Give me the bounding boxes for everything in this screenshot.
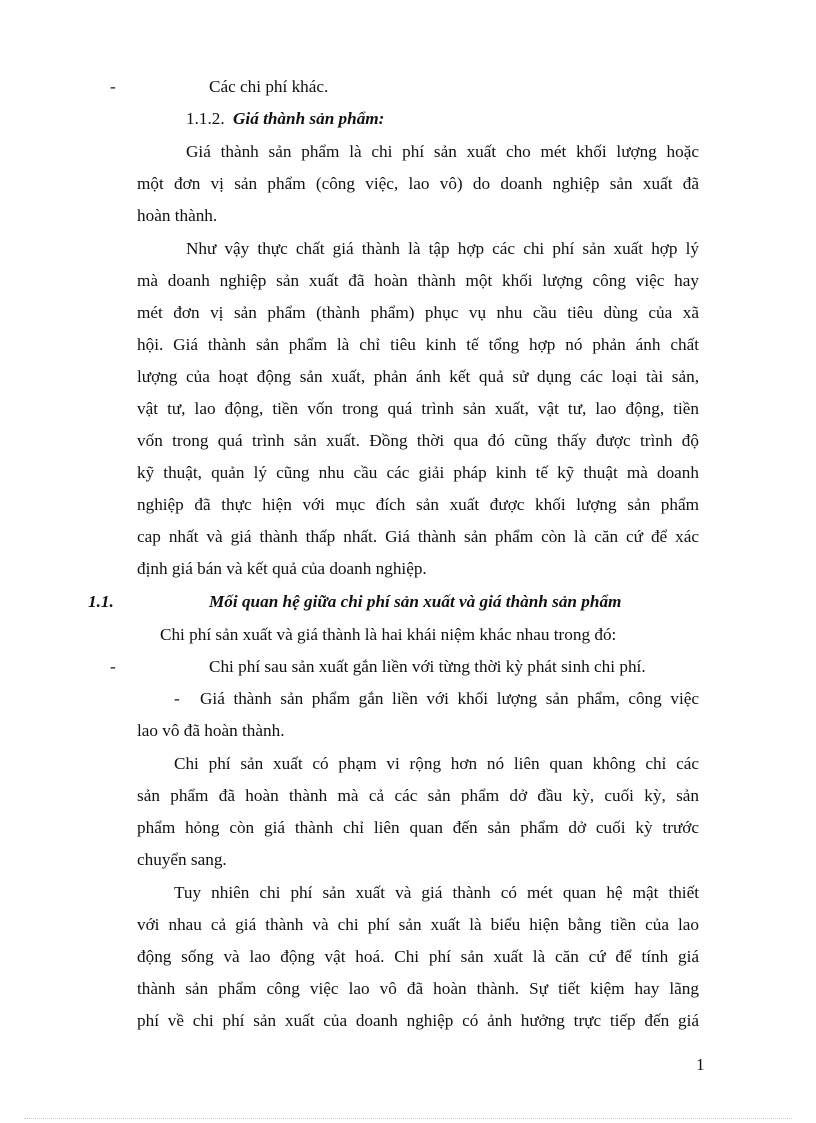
- paragraph-line: động sống và lao động vật hoá. Chi phí sản xuất là căn cứ để tính giá: [137, 947, 699, 966]
- paragraph-line: mà doanh nghiệp sản xuất đã hoàn thành một khối lượng công việc hay: [137, 271, 699, 290]
- bullet-dash: -: [110, 657, 116, 676]
- paragraph-line: chuyển sang.: [137, 850, 227, 869]
- paragraph-line: kỹ thuật, quản lý cũng nhu cầu các giải pháp kinh tế kỹ thuật mà doanh: [137, 463, 699, 482]
- list-item-text: lao vô đã hoàn thành.: [137, 721, 285, 740]
- paragraph-line: một đơn vị sản phẩm (công việc, lao vô) do doanh nghiệp sản xuất đã: [137, 174, 699, 193]
- paragraph-line: mét đơn vị sản phẩm (thành phẩm) phục vụ nhu cầu tiêu dùng của xã: [137, 303, 699, 322]
- paragraph-line: hoàn thành.: [137, 206, 218, 225]
- bullet-dash: -: [110, 77, 116, 96]
- list-item-text: Các chi phí khác.: [209, 77, 329, 96]
- paragraph-line: với nhau cả giá thành và chi phí sản xuất là biểu hiện bằng tiền của lao: [137, 915, 699, 934]
- page-number: 1: [696, 1055, 705, 1074]
- paragraph-line: cap nhất và giá thành thấp nhất. Giá thành sản phẩm còn là căn cứ để xác: [137, 527, 699, 546]
- paragraph-line: phẩm hỏng còn giá thành chỉ liên quan đến sản phẩm dở cuối kỳ trước: [137, 818, 699, 837]
- paragraph-line: Như vậy thực chất giá thành là tập hợp các chi phí sản xuất hợp lý: [186, 239, 699, 258]
- list-item-text: Chi phí sau sản xuất gắn liền với từng thời kỳ phát sinh chi phí.: [209, 657, 646, 676]
- paragraph-line: vốn trong quá trình sản xuất. Đồng thời qua đó cũng thấy được trình độ: [137, 431, 699, 450]
- paragraph-line: phí về chi phí sản xuất của doanh nghiệp có ảnh hưởng trực tiếp đến giá: [137, 1011, 699, 1030]
- paragraph-line: lượng của hoạt động sản xuất, phản ánh kết quả sử dụng các loại tài sản,: [137, 367, 699, 386]
- section-title: Mối quan hệ giữa chi phí sản xuất và giá thành sản phẩm: [209, 592, 622, 611]
- paragraph-line: Tuy nhiên chi phí sản xuất và giá thành có mét quan hệ mật thiết: [174, 883, 699, 902]
- paragraph-line: nghiệp đã thực hiện với mục đích sản xuất được khối lượng sản phẩm: [137, 495, 699, 514]
- paragraph-line: Giá thành sản phẩm là chi phí sản xuất cho mét khối lượng hoặc: [186, 142, 699, 161]
- bullet-dash: -: [174, 689, 180, 708]
- paragraph-line: định giá bán và kết quả của doanh nghiệp.: [137, 559, 427, 578]
- intro-text: Chi phí sản xuất và giá thành là hai khái niệm khác nhau trong đó:: [160, 625, 617, 644]
- paragraph-line: sản phẩm đã hoàn thành mà cả các sản phẩm dở đầu kỳ, cuối kỳ, sản: [137, 786, 699, 805]
- subsection-number: 1.1.2.: [186, 109, 225, 128]
- list-item-text: Giá thành sản phẩm gắn liền với khối lượng sản phẩm, công việc: [200, 689, 699, 708]
- paragraph-line: Chi phí sản xuất có phạm vi rộng hơn nó liên quan không chỉ các: [174, 754, 699, 773]
- page-edge-divider: [24, 1118, 792, 1119]
- subsection-title: Giá thành sản phẩm:: [233, 109, 385, 128]
- paragraph-line: hội. Giá thành sản phẩm là chỉ tiêu kinh tế tổng hợp nó phản ánh chất: [137, 335, 699, 354]
- paragraph-line: vật tư, lao động, tiền vốn trong quá trình sản xuất, vật tư, lao động, tiền: [137, 399, 699, 418]
- section-number: 1.1.: [88, 592, 114, 611]
- paragraph-line: thành sản phẩm công việc lao vô đã hoàn thành. Sự tiết kiệm hay lãng: [137, 979, 699, 998]
